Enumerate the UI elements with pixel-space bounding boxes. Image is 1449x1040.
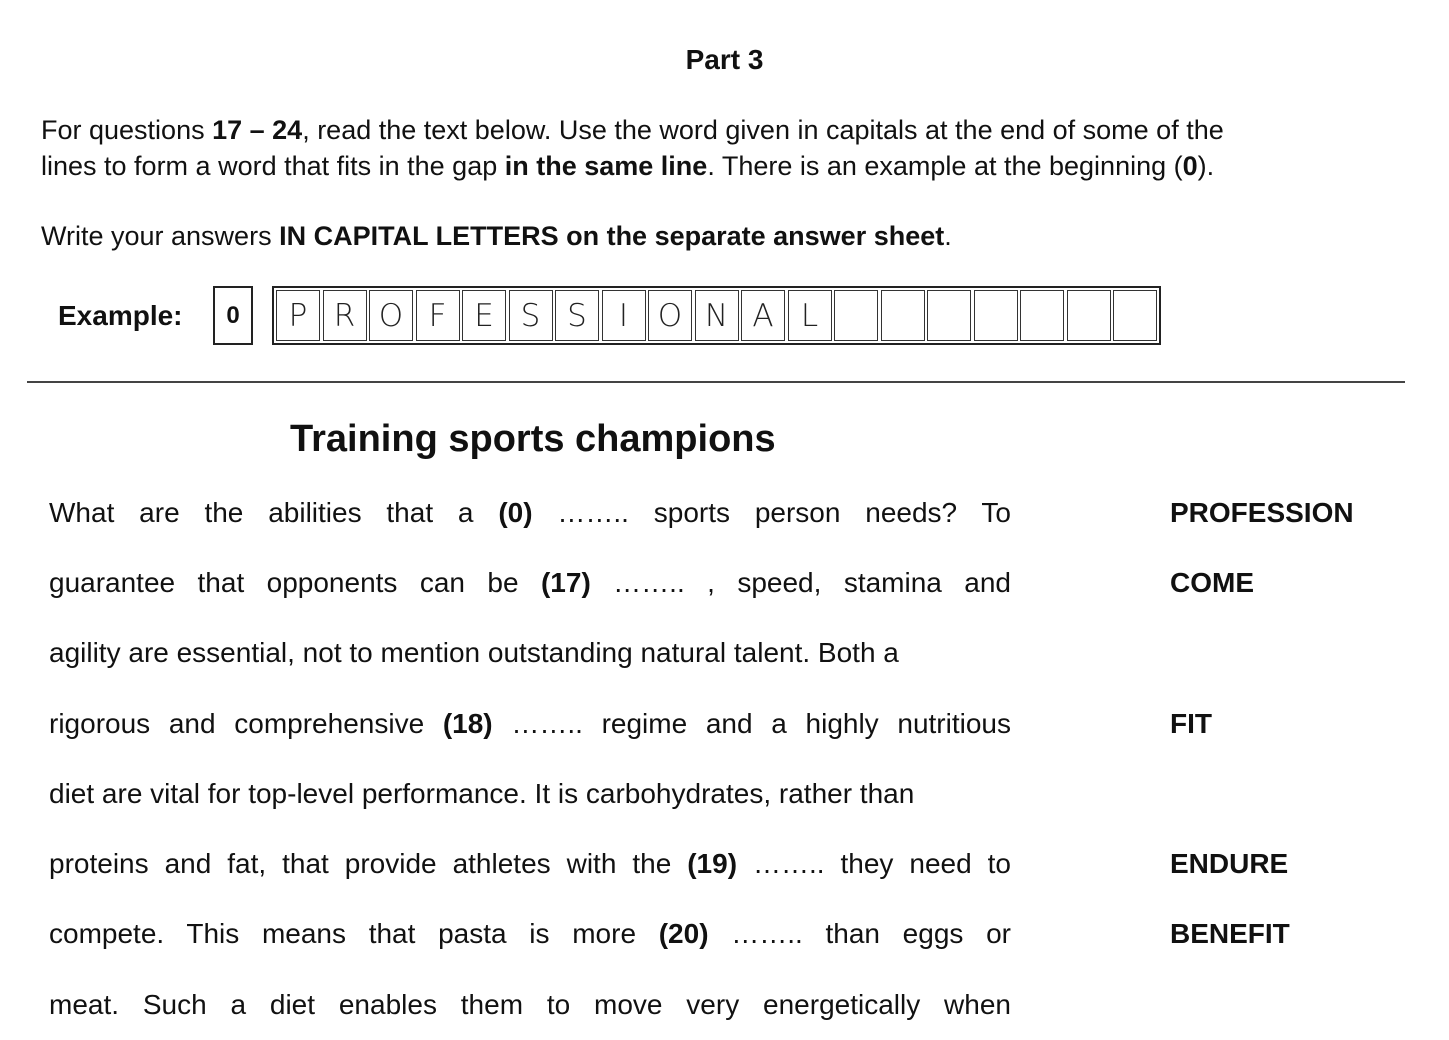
text-line <box>49 563 1011 603</box>
line-text: …….. regime and a highly nutritious <box>492 708 1011 739</box>
instruction-text: lines to form a word that fits in the gap <box>41 151 505 181</box>
letter-cell: S <box>509 290 553 341</box>
gap-number: (0) <box>498 497 533 528</box>
text-line <box>49 493 1011 533</box>
line-text: diet are vital for top-level performance. It is carbohydrates, rather than <box>49 778 915 809</box>
keyword: FIT <box>1170 708 1212 739</box>
instruction-text: . <box>944 221 952 251</box>
question-range: 17 – 24 <box>212 115 303 145</box>
keyword: ENDURE <box>1170 848 1289 879</box>
letter-cell <box>1067 290 1111 341</box>
letter-cell: R <box>323 290 367 341</box>
instruction-text: . There is an example at the beginning ( <box>707 151 1183 181</box>
letter-cell <box>1020 290 1064 341</box>
letter-cell: S <box>555 290 599 341</box>
letter-cell: I <box>602 290 646 341</box>
letter-cell <box>1113 290 1157 341</box>
text-line <box>49 844 1011 884</box>
line-text: What are the abilities that a <box>49 497 499 528</box>
line-text: …….. they need to <box>737 848 1011 879</box>
letter-cell <box>974 290 1018 341</box>
instructions-paragraph <box>41 112 1431 184</box>
letter-cell: P <box>276 290 320 341</box>
letter-cell: A <box>741 290 785 341</box>
divider <box>27 381 1405 383</box>
instruction-emphasis: 0 <box>1182 151 1198 181</box>
gap-number: (18) <box>442 708 493 739</box>
line-text: …….. , speed, stamina and <box>590 567 1011 598</box>
letter-cell: F <box>416 290 460 341</box>
letter-cell <box>834 290 878 341</box>
line-text: meat. Such a diet enables them to move very energetically when <box>49 989 1011 1020</box>
line-text: agility are essential, not to mention outstanding natural talent. Both a <box>49 637 899 668</box>
instruction-text: , read the text below. Use the word given in capitals at the end of some of the <box>302 115 1224 145</box>
instruction-emphasis: in the same line <box>504 151 708 181</box>
example-answer-grid <box>272 286 1161 345</box>
instruction-emphasis: IN CAPITAL LETTERS on the separate answer sheet <box>279 221 945 251</box>
line-text: …….. sports person needs? To <box>532 497 1012 528</box>
instruction-text: Write your answers <box>41 221 280 251</box>
line-text: rigorous and comprehensive <box>49 708 443 739</box>
line-text: proteins and fat, that provide athletes with the <box>49 848 688 879</box>
text-line <box>49 914 1011 954</box>
answer-instruction <box>41 218 1431 254</box>
text-line <box>49 704 1011 744</box>
letter-cell <box>927 290 971 341</box>
letter-cell: E <box>462 290 506 341</box>
text-line <box>49 633 1011 673</box>
keyword: PROFESSION <box>1170 497 1354 528</box>
keyword: COME <box>1170 567 1254 598</box>
example-number-box: 0 <box>213 286 253 345</box>
part-title: Part 3 <box>685 44 764 75</box>
letter-cell: O <box>648 290 692 341</box>
keyword: BENEFIT <box>1170 918 1290 949</box>
gap-number: (19) <box>687 848 738 879</box>
letter-cell: O <box>369 290 413 341</box>
gap-number: (20) <box>658 918 709 949</box>
letter-cell: N <box>695 290 739 341</box>
letter-cell <box>881 290 925 341</box>
line-text: …….. than eggs or <box>708 918 1011 949</box>
text-line <box>49 985 1011 1025</box>
line-text: guarantee that opponents can be <box>49 567 541 598</box>
text-line <box>49 774 1011 814</box>
instruction-text: For questions <box>41 115 213 145</box>
instruction-text: ). <box>1197 151 1215 181</box>
example-label: Example: <box>58 300 183 331</box>
letter-cell: L <box>788 290 832 341</box>
text-title: Training sports champions <box>290 418 776 460</box>
gap-number: (17) <box>540 567 591 598</box>
line-text: compete. This means that pasta is more <box>49 918 659 949</box>
